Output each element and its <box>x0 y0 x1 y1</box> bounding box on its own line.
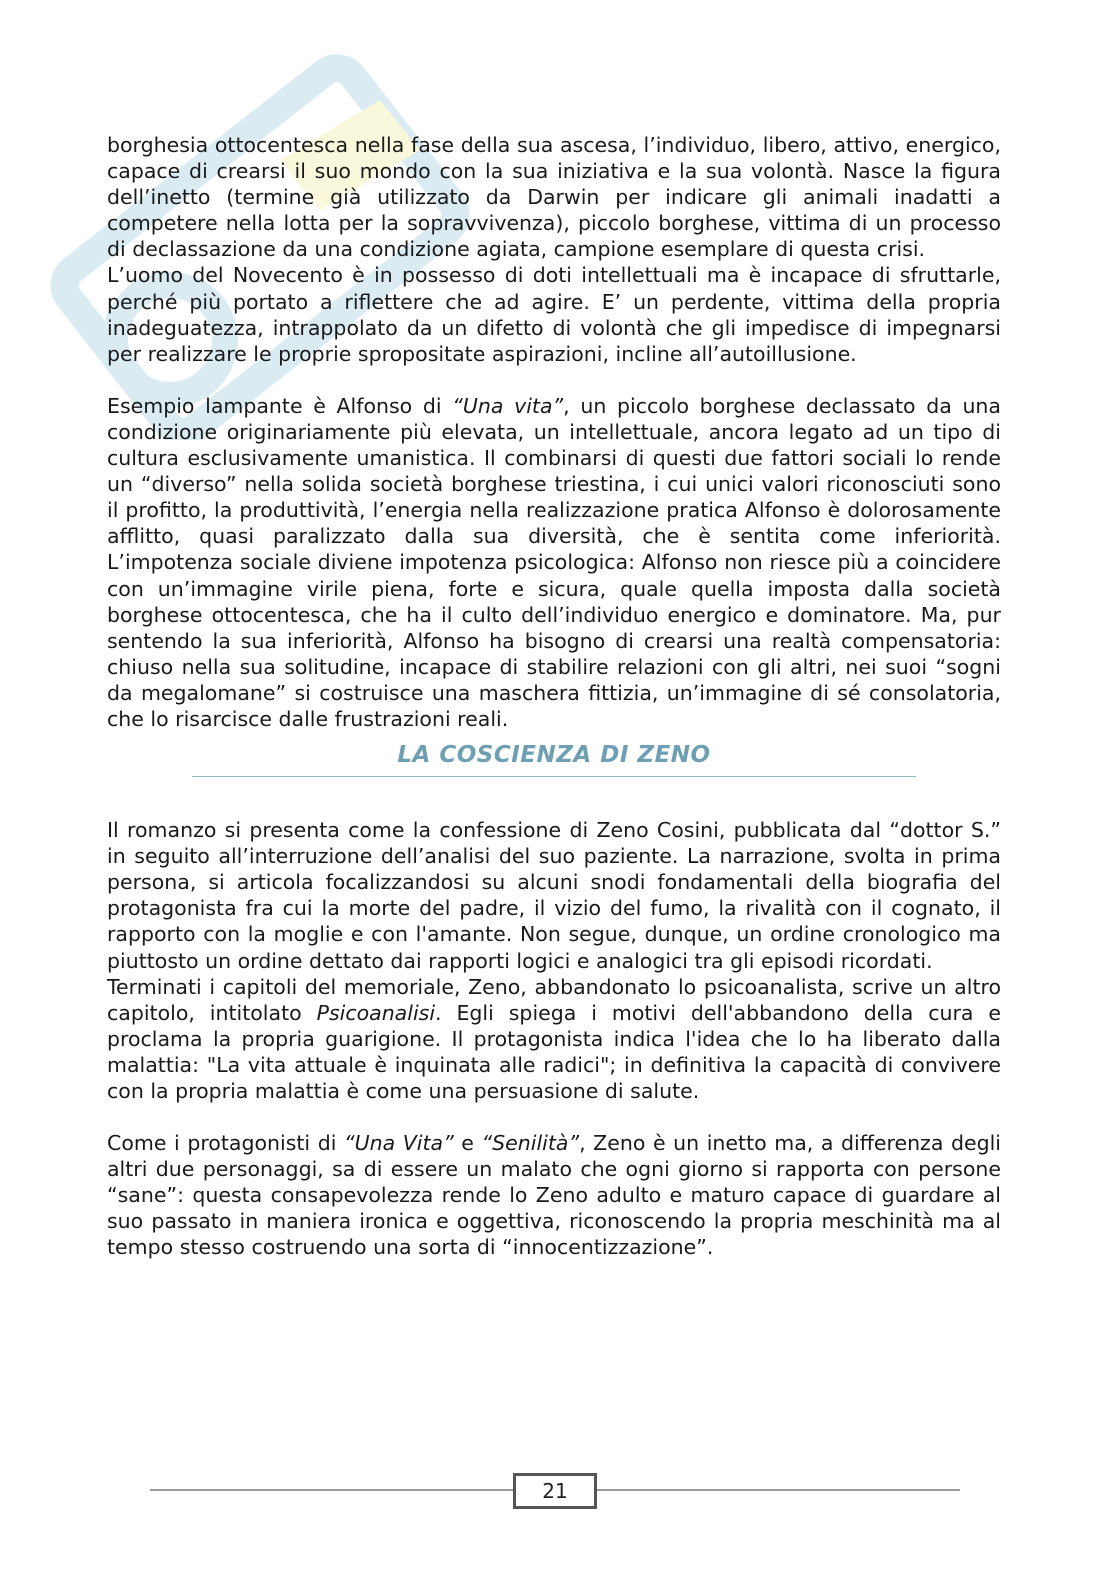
book-title-1: “Una Vita” <box>344 1131 454 1156</box>
book-title-2: “Senilità” <box>481 1131 580 1156</box>
chapter-title: Psicoanalisi <box>316 1000 436 1025</box>
page-number: 21 <box>513 1473 597 1509</box>
page-content <box>107 132 1001 1261</box>
paragraph-psicoanalisi: Terminati i capitoli del memoriale, Zeno, abbandonato lo psicoanalista, scrive un altro capitolo, intitolato Psicoanalisi. Egli spiega i motivi dell'abbandono della cura e proclama la propria guarigione. Il protagonista indica l'idea che lo ha liberato dalla malattia: "La vita attuale è inquinata alle radici"; in definitiva la capacità di convivere con la propria malattia è come una persuasione di salute. <box>107 974 1001 1103</box>
paragraph-zeno-inetto: Come i protagonisti di “Una Vita” e “Senilità”, Zeno è un inetto ma, a differenza degli altri due personaggi, sa di essere un malato che ogni giorno si rapporta con persone “sane”: questa consapevolezza rende lo Zeno adulto e maturo capace di guardare al suo passato in maniera ironica e oggettiva, riconoscendo la propria meschinità ma al tempo stesso costruendo una sorta di “innocentizzazione”. <box>107 1131 1001 1260</box>
book-title: “Una vita” <box>452 393 564 418</box>
paragraph-romanzo: Il romanzo si presenta come la confessione di Zeno Cosini, pubblicata dal “dottor S.” in seguito all’interruzione dell’analisi del suo paziente. La narrazione, svolta in prima persona, si articola focalizzandosi su alcuni snodi fondamentali della biografia del protagonista fra cui la morte del padre, il vizio del fumo, la rivalità con il cognato, il rapporto con la moglie e con l'amante. Non segue, dunque, un ordine cronologico ma piuttosto un ordine dettato dai rapporti logici e analogici tra gli episodi ricordati. <box>107 818 1001 973</box>
section-heading: LA COSCIENZA DI ZENO <box>397 742 711 769</box>
paragraph-alfonso: Esempio lampante è Alfonso di “Una vita”, un piccolo borghese declassato da una condizione originariamente più elevata, un intellettuale, ancora legato ad un tipo di cultura esclusivamente umanistica. Il combinarsi di questi due fattori sociali lo rende un “diverso” nella solida società borghese triestina, i cui unici valori riconosciuti sono il profitto, la produttività, l’energia nella realizzazione pratica Alfonso è dolorosamente afflitto, quasi paralizzato dalla sua diversità, che è sentita come inferiorità. L’impotenza sociale diviene impotenza psicologica: Alfonso non riesce più a coincidere con un’immagine virile piena, forte e sicura, quale quella imposta dalla società borghese ottocentesca, che ha il culto dell’individuo energico e dominatore. Ma, pur sentendo la sua inferiorità, Alfonso ha bisogno di crearsi una realtà compensatoria: chiuso nella sua solitudine, incapace di stabilire relazioni con gli altri, nei suoi “sogni da megalomane” si costruisce una maschera fittizia, un’immagine di sé consolatoria, che lo risarcisce dalle frustrazioni reali. <box>107 393 1001 731</box>
paragraph-uomo-novecento: L’uomo del Novecento è in possesso di doti intellettuali ma è incapace di sfruttarle, perché più portato a riflettere che ad agire. E’ un perdente, vittima della propria inadeguatezza, intrappolato da un difetto di volontà che gli impedisce di impegnarsi per realizzare le proprie spropositate aspirazioni, incline all’autoillusione. <box>107 263 1001 366</box>
paragraph-inetto: borghesia ottocentesca nella fase della sua ascesa, l’individuo, libero, attivo, energico, capace di crearsi il suo mondo con la sua iniziativa e la sua volontà. Nasce la figura dell’inetto (termine già utilizzato da Darwin per indicare gli animali inadatti a competere nella lotta per la sopravvivenza), piccolo borghese, vittima di un processo di declassazione da una condizione agiata, campione esemplare di questa crisi. <box>107 133 1001 262</box>
